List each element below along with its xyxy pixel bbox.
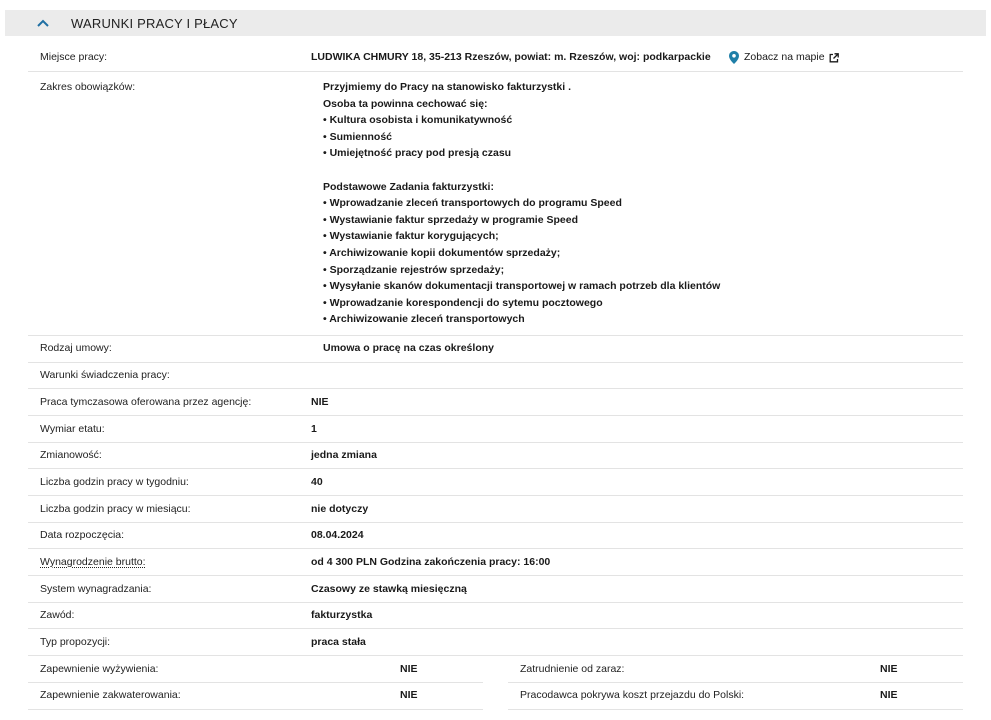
offer-type-value: praca stała: [311, 636, 366, 649]
pair-row: [508, 683, 963, 710]
location-row: [28, 44, 963, 72]
section-header-toggle[interactable]: [5, 10, 986, 36]
pay-system-label: System wynagradzania:: [40, 582, 152, 595]
hours-month-label: Liczba godzin pracy w miesiącu:: [40, 502, 191, 515]
working-time-value: 1: [311, 422, 317, 435]
duty-line: • Wystawianie faktur sprzedaży w programie Speed: [323, 213, 578, 226]
pair-row: [28, 656, 483, 683]
duty-line: • Wysyłanie skanów dokumentacji transportowej w ramach potrzeb dla klientów: [323, 280, 721, 293]
location-value: [311, 49, 963, 66]
working-time-label: Wymiar etatu:: [40, 422, 105, 435]
external-link-icon: [829, 53, 839, 63]
profession-value: fakturzystka: [311, 609, 373, 622]
detail-rows: [28, 336, 963, 656]
duties-value: [311, 79, 963, 328]
duty-line: • Sporządzanie rejestrów sprzedaży;: [323, 263, 505, 276]
start-date-label: Data rozpoczęcia:: [40, 529, 125, 542]
chevron-up-icon: [37, 19, 49, 27]
duty-line: • Wprowadzanie zleceń transportowych do programu Speed: [323, 197, 622, 210]
temp-work-row: [28, 389, 963, 416]
work-conditions-label: Warunki świadczenia pracy:: [40, 369, 170, 382]
pair-value: NIE: [400, 689, 418, 702]
map-link-label: Zobacz na mapie: [744, 51, 825, 64]
duties-row: [28, 72, 963, 336]
profession-row: [28, 603, 963, 630]
hours-week-value: 40: [311, 475, 323, 488]
shifts-value: jedna zmiana: [311, 449, 377, 462]
offer-type-label: Typ propozycji:: [40, 636, 111, 649]
duties-label: Zakres obowiązków:: [40, 81, 136, 93]
salary-value: od 4 300 PLN Godzina zakończenia pracy: 16:00: [311, 555, 551, 568]
pair-row: [508, 656, 963, 683]
shifts-label: Zmianowość:: [40, 449, 102, 462]
pay-system-value: Czasowy ze stawką miesięczną: [311, 582, 467, 595]
contract-type-value: Umowa o pracę na czas określony: [323, 342, 494, 355]
work-conditions-row: [28, 363, 963, 390]
two-column-rows: [28, 656, 963, 709]
contract-type-label: Rodzaj umowy:: [40, 342, 112, 355]
duty-line: • Sumienność: [323, 130, 393, 143]
section-title: WARUNKI PRACY I PŁACY: [71, 15, 238, 31]
conditions-table: [28, 44, 963, 710]
location-address: LUDWIKA CHMURY 18, 35-213 Rzeszów, powiat: m. Rzeszów, woj: podkarpackie: [311, 51, 711, 64]
working-time-row: [28, 416, 963, 443]
pair-label: Zapewnienie zakwaterowania:: [40, 689, 181, 702]
duty-line: • Kultura osobista i komunikatywność: [323, 114, 513, 127]
pair-value: NIE: [880, 689, 898, 702]
start-date-row: [28, 523, 963, 550]
location-label: Miejsce pracy:: [40, 51, 108, 64]
hours-month-row: [28, 496, 963, 523]
duty-line: • Wystawianie faktur korygujących;: [323, 230, 499, 243]
pair-label: Zatrudnienie od zaraz:: [520, 662, 625, 675]
shifts-row: [28, 443, 963, 470]
start-date-value: 08.04.2024: [311, 529, 364, 542]
temp-work-label: Praca tymczasowa oferowana przez agencję:: [40, 395, 252, 408]
pair-label: Pracodawca pokrywa koszt przejazdu do Polski:: [520, 689, 745, 702]
salary-label: [28, 554, 311, 571]
map-pin-icon: [729, 51, 739, 64]
duty-line: Przyjmiemy do Pracy na stanowisko fakturzystki .: [323, 81, 572, 93]
left-column: [28, 656, 483, 709]
pair-row: [28, 683, 483, 710]
duty-line: • Archiwizowanie kopii dokumentów sprzedaży;: [323, 246, 561, 259]
hours-week-label: Liczba godzin pracy w tygodniu:: [40, 475, 189, 488]
hours-month-value: nie dotyczy: [311, 502, 369, 515]
pair-label: Zapewnienie wyżywienia:: [40, 662, 159, 675]
temp-work-value: NIE: [311, 395, 329, 408]
duty-line: • Archiwizowanie zleceń transportowych: [323, 313, 525, 326]
duty-spacer: [323, 162, 963, 179]
pay-system-row: [28, 576, 963, 603]
duty-line: Podstawowe Zadania fakturzystki:: [323, 180, 494, 193]
contract-type-row: [28, 336, 963, 363]
salary-label-text[interactable]: Wynagrodzenie brutto:: [40, 555, 146, 568]
map-link[interactable]: [729, 49, 839, 66]
offer-type-row: [28, 629, 963, 656]
pair-value: NIE: [400, 662, 418, 675]
duty-line: • Wprowadzanie korespondencji do sytemu pocztowego: [323, 296, 603, 309]
duty-line: • Umiejętność pracy pod presją czasu: [323, 147, 512, 160]
duty-line: Osoba ta powinna cechować się:: [323, 97, 488, 110]
right-column: [508, 656, 963, 709]
hours-week-row: [28, 469, 963, 496]
pair-value: NIE: [880, 662, 898, 675]
profession-label: Zawód:: [40, 609, 75, 622]
salary-row: [28, 549, 963, 576]
